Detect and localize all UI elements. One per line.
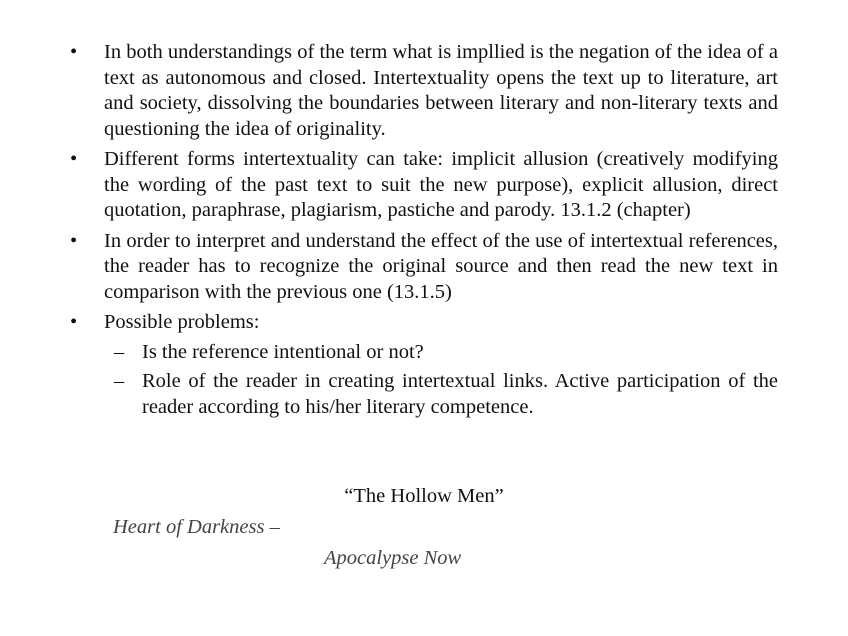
bullet-item-interpretation: [66, 229, 778, 306]
sub-bullet-item-reader-role: [66, 369, 778, 420]
bullet-marker: •: [70, 229, 78, 252]
bullet-list: [66, 40, 778, 425]
bullet-item-autonomy: [66, 40, 778, 142]
bullet-marker: •: [70, 41, 78, 63]
bullet-text: Possible problems:: [104, 311, 260, 333]
bullet-item-problems: [66, 310, 778, 420]
sub-bullet-item-intentional: [66, 340, 778, 366]
bullet-marker: •: [70, 148, 78, 170]
bullet-marker: •: [70, 311, 78, 333]
heart-of-darkness-title: Heart of Darkness –: [113, 516, 280, 538]
bullet-item-forms: [66, 147, 778, 224]
sub-bullet-text: Is the reference intentional or not?: [142, 340, 424, 363]
bullet-text: In order to interpret and understand the effect of the use of intertextual references, the reader has to recognize the original source and then read the new text in comparison with the previous one (13.1.5): [104, 229, 778, 303]
bullet-text: In both understandings of the term what is impllied is the negation of the idea of a text as autonomous and closed. Intertextuality opens the text up to literature, art and society, dissolving the boundaries between literary and non-literary texts and questioning the idea of originality.: [104, 41, 778, 140]
apocalypse-now-title: Apocalypse Now: [324, 547, 462, 569]
sub-bullet-text: Role of the reader in creating intertextual links. Active participation of the reader according to his/her literary competence.: [142, 370, 778, 418]
bullet-text: Different forms intertextuality can take: implicit allusion (creatively modifying the wording of the past text to suit the new purpose), explicit allusion, direct quotation, paraphrase, plagiarism, pastiche and parody. 13.1.2 (chapter): [104, 148, 778, 221]
hollow-men-title: “The Hollow Men”: [344, 485, 504, 507]
sub-bullet-list: [104, 340, 778, 421]
sub-bullet-marker: –: [114, 340, 125, 363]
sub-bullet-marker: –: [114, 370, 125, 392]
